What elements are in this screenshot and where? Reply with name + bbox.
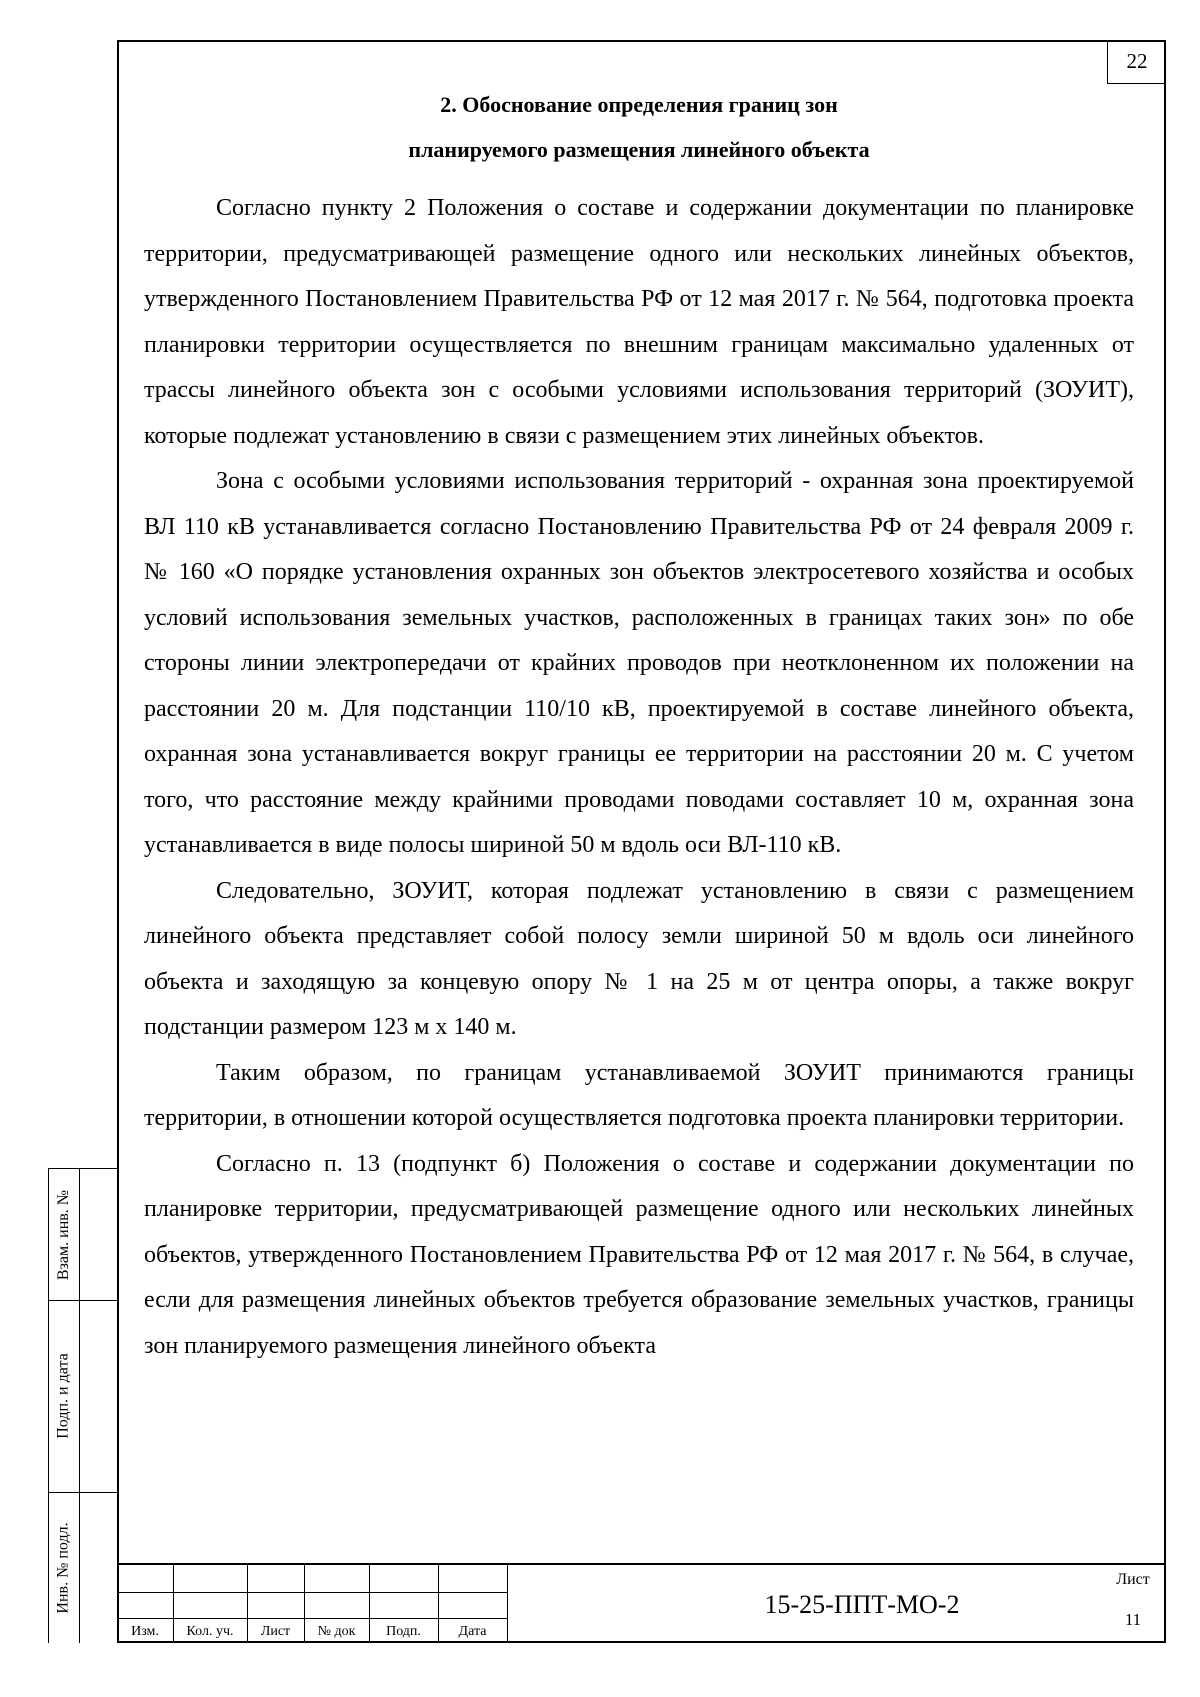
sheet-number: 11 [1124, 1610, 1142, 1629]
left-margin-stamp [48, 1168, 117, 1643]
sheet-label: Лист [1116, 1571, 1150, 1588]
section-title-line-1: 2. Обоснование определения границ зон [440, 92, 838, 117]
stamp-header-list: Лист [260, 1624, 291, 1639]
sidebar-inv-cell [49, 1492, 79, 1644]
sidebar-divider [79, 1169, 80, 1643]
sidebar-podp-label: Подп. и дата [55, 1353, 73, 1439]
sidebar-vzam-label: Взам. инв. № [55, 1189, 73, 1280]
section-title [144, 82, 1134, 172]
paragraph: Согласно пункту 2 Положения о составе и содержании документации по планировке территории, предусматривающей размещение одного или нескольких линейных объектов, утвержденного Постановлением Правительства РФ от 12 мая 2017 г. № 564, подготовка проекта планировки территории осуществляется по внешним границам максимально удаленных от трассы линейного объекта зон с особыми условиями использования территорий (ЗОУИТ), которые подлежат установлению в связи с размещением этих линейных объектов. [144, 195, 1134, 449]
title-block [117, 1563, 1166, 1643]
document-body [144, 82, 1134, 1369]
paragraph: Таким образом, по границам устанавливаемой ЗОУИТ принимаются границы территории, в отношении которой осуществляется подготовка проекта планировки территории. [144, 1059, 1134, 1131]
page-number: 22 [1107, 40, 1166, 84]
sidebar-vzam-cell [49, 1169, 79, 1300]
stamp-header-podp: Подп. [386, 1624, 421, 1639]
stamp-row-line [117, 1592, 507, 1593]
paragraph: Зона с особыми условиями использования территорий - охранная зона проектируемой ВЛ 110 кВ устанавливается согласно Постановлению Правительства РФ от 24 февраля 2009 г. № 160 «О порядке установления охранных зон объектов электросетевого хозяйства и особых условий использования земельных участков, расположенных в границах таких зон» по обе стороны линии электропередачи от крайних проводов при неотклоненном их положении на расстоянии 20 м. Для подстанции 110/10 кВ, проектируемой в составе линейного объекта, охранная зона устанавливается вокруг границы ее территории на расстоянии 20 м. С учетом того, что расстояние между крайними проводами поводами составляет 10 м, охранная зона устанавливается в виде полосы шириной 50 м вдоль оси ВЛ-110 кВ. [144, 468, 1134, 858]
stamp-header-data: Дата [458, 1624, 487, 1639]
sidebar-podp-cell [49, 1300, 79, 1492]
sidebar-inv-label: Инв. № подл. [55, 1522, 73, 1614]
stamp-header-kol: Кол. уч. [186, 1624, 234, 1639]
stamp-header-ndok: № док [317, 1624, 356, 1639]
document-code: 15-25-ППТ-МО-2 [764, 1590, 960, 1619]
section-title-line-2: планируемого размещения линейного объекта [408, 137, 870, 162]
stamp-header-izm: Изм. [131, 1624, 159, 1639]
paragraph: Согласно п. 13 (подпункт б) Положения о составе и содержании документации по планировке территории, предусматривающей размещение одного или нескольких линейных объектов, утвержденного Постановлением Правительства РФ от 12 мая 2017 г. № 564, в случае, если для размещения линейных объектов требуется образование земельных участков, границы зон планируемого размещения линейного объекта [144, 1150, 1134, 1359]
paragraph: Следовательно, ЗОУИТ, которая подлежат установлению в связи с размещением линейного объекта представляет собой полосу земли шириной 50 м вдоль оси линейного объекта и заходящую за концевую опору № 1 на 25 м от центра опоры, а также вокруг подстанции размером 123 м х 140 м. [144, 877, 1134, 1040]
